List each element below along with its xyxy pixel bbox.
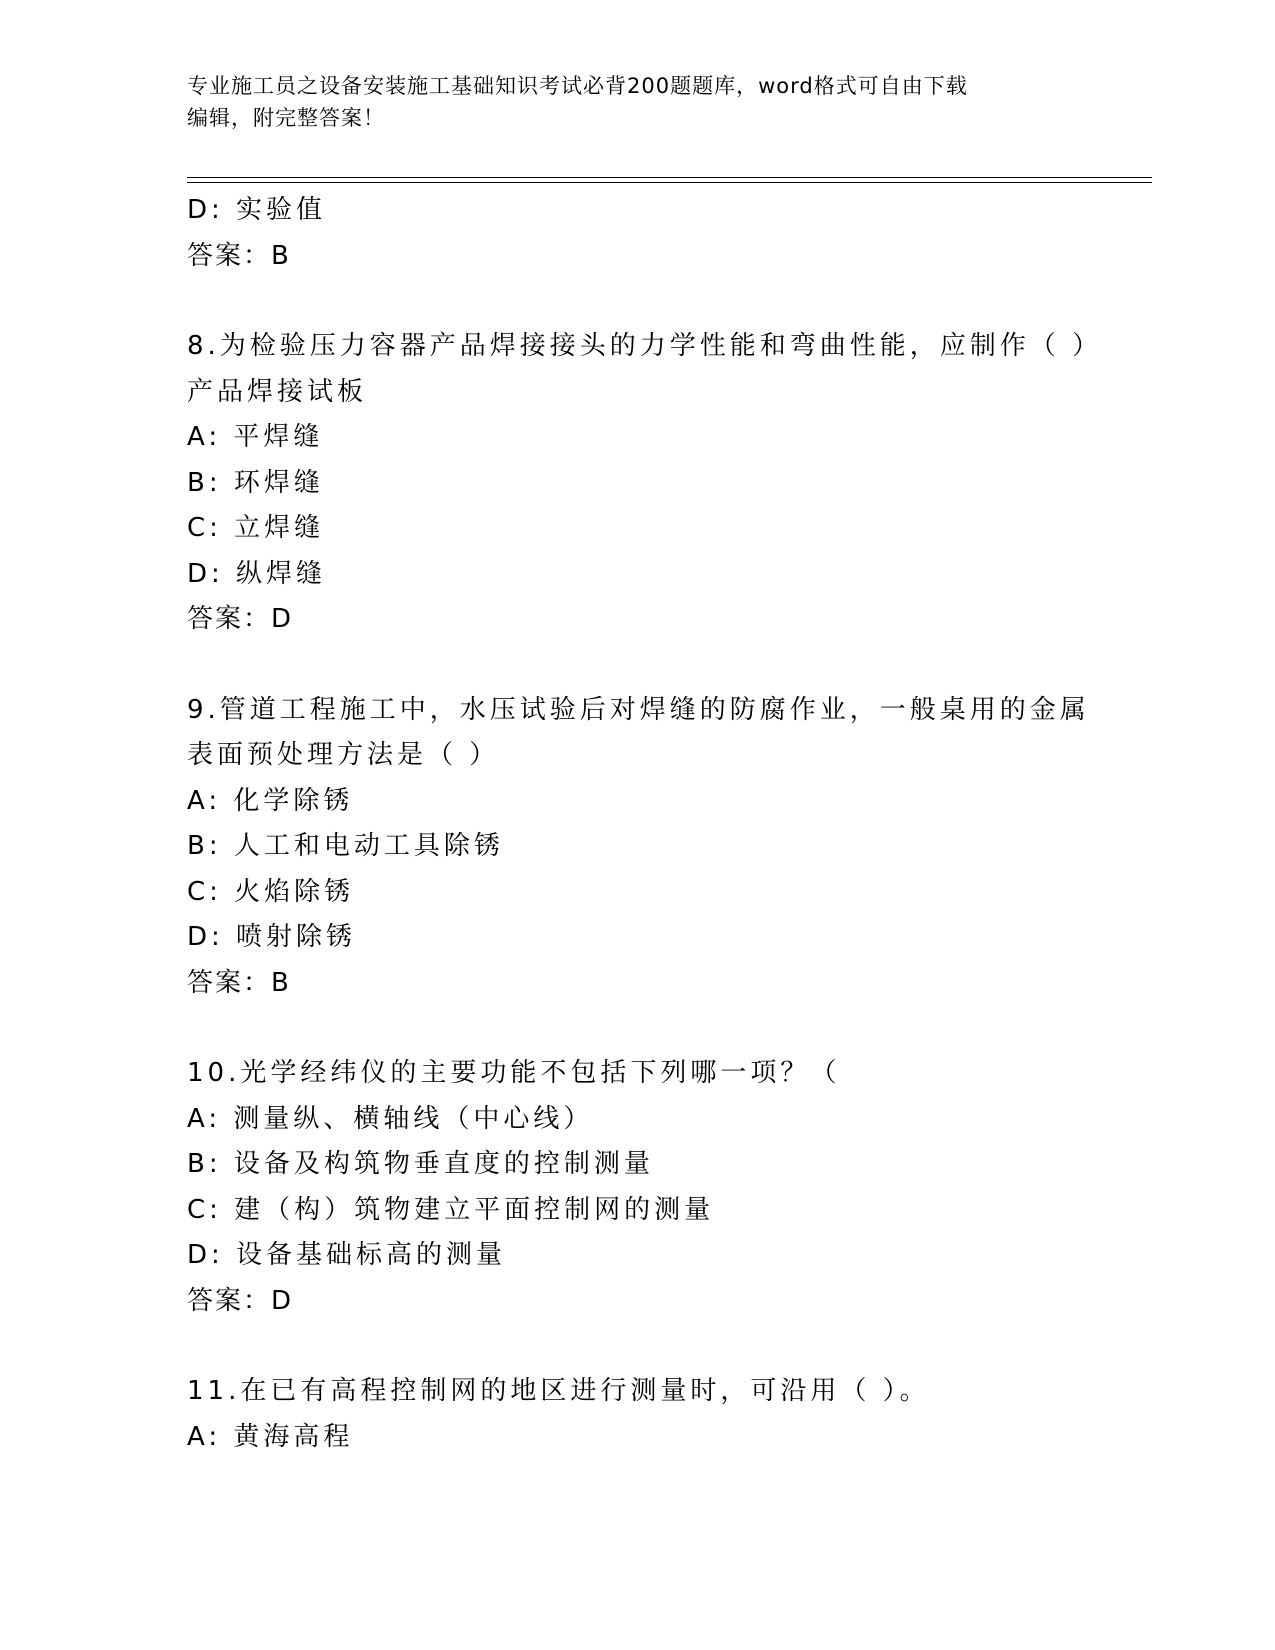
question-stem: 11.在已有高程控制网的地区进行测量时，可沿用（ ）。	[187, 1376, 930, 1406]
question-stem: 表面预处理方法是（ ）	[187, 740, 500, 770]
header-rule-bottom	[187, 182, 1152, 183]
answer: 答案：D	[187, 604, 294, 634]
option-d: D: 纵焊缝	[187, 558, 327, 589]
question-8	[187, 324, 1103, 643]
question-content	[187, 188, 1103, 1460]
question-stem: 9.管道工程施工中，水压试验后对焊缝的防腐作业，一般桌用的金属	[187, 694, 1090, 725]
header-line-1: 专业施工员之设备安装施工基础知识考试必背200题题库，word格式可自由下载	[187, 74, 968, 98]
question-9	[187, 688, 1090, 1007]
question-11	[187, 1369, 1087, 1460]
option-b: B: 人工和电动工具除锈	[187, 831, 504, 861]
option-d: D: 设备基础标高的测量	[187, 1240, 507, 1270]
header-rule-top	[187, 177, 1152, 178]
option-a: A: 化学除锈	[187, 785, 354, 816]
answer: 答案：D	[187, 1285, 294, 1316]
option-b: B: 设备及构筑物垂直度的控制测量	[187, 1149, 654, 1179]
carryover-option-d: D: 实验值	[187, 195, 327, 225]
option-c: C: 立焊缝	[187, 513, 325, 543]
option-a: A: 平焊缝	[187, 422, 324, 452]
option-a: A: 黄海高程	[187, 1421, 354, 1452]
question-stem: 8.为检验压力容器产品焊接接头的力学性能和弯曲性能，应制作（ ）	[187, 331, 1103, 361]
question-stem: 产品焊接试板	[187, 376, 368, 407]
question-stem: 10.光学经纬仪的主要功能不包括下列哪一项？（	[187, 1058, 841, 1088]
carryover-answer: 答案：B	[187, 240, 291, 271]
document-header	[187, 70, 1087, 134]
option-d: D: 喷射除锈	[187, 922, 357, 952]
question-10	[187, 1051, 1087, 1324]
option-c: C: 火焰除锈	[187, 876, 355, 907]
option-c: C: 建（构）筑物建立平面控制网的测量	[187, 1194, 715, 1225]
header-line-2: 编辑，附完整答案！	[187, 106, 385, 130]
answer: 答案：B	[187, 967, 291, 998]
option-a: A: 测量纵、横轴线（中心线）	[187, 1103, 594, 1134]
option-b: B: 环焊缝	[187, 467, 324, 498]
